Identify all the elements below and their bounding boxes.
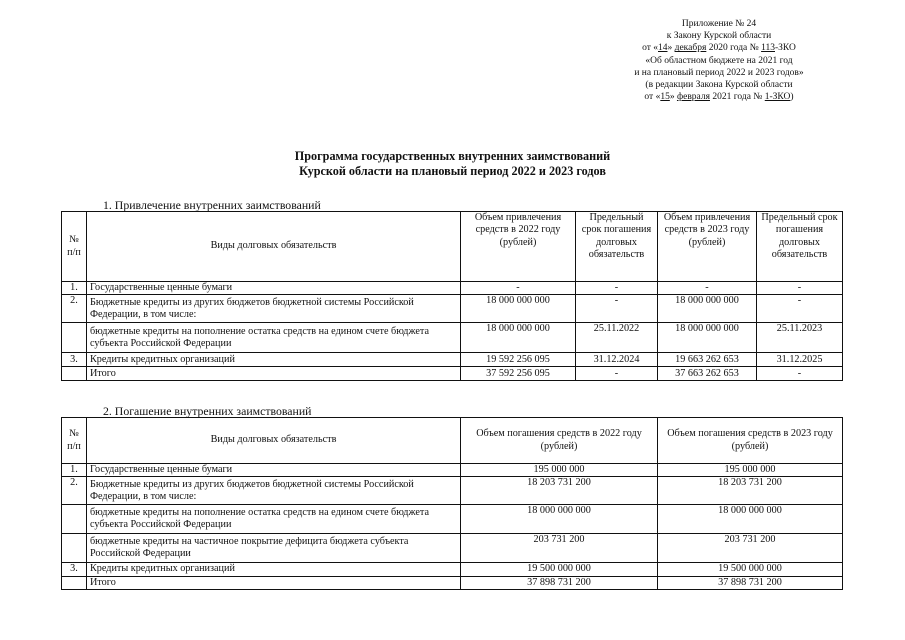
- appendix-amend-month: февраля: [676, 92, 710, 103]
- table-row: бюджетные кредиты на пополнение остатка средств на едином счете бюджета субъекта Российской Федерации 18 000 000 000 25.11.2022 18 000 000 000 25.11.2023: [62, 323, 843, 353]
- header-term-2022: Предельный срок погашения долговых обязательств: [576, 212, 658, 282]
- header-type: Виды долговых обязательств: [87, 212, 461, 282]
- header-type: Виды долговых обязательств: [87, 418, 461, 464]
- appendix-line-7: от «15» февраля 2021 года № 1-ЗКО): [644, 92, 794, 103]
- page-title-line-2: Курской области на плановый период 2022 и 2023 годов: [299, 164, 606, 178]
- appendix-law-month: декабря: [674, 43, 707, 54]
- appendix-line-5: и на плановый период 2022 и 2023 годов»: [634, 67, 804, 78]
- table-row: Итого 37 592 256 095 - 37 663 262 653 -: [62, 367, 843, 381]
- header-volume-2022: Объем погашения средств в 2022 году (рублей): [461, 418, 658, 464]
- repayment-table-header: [62, 418, 843, 464]
- appendix-line-4: «Об областном бюджете на 2021 год: [645, 55, 793, 66]
- appendix-law-number: 113: [761, 43, 775, 54]
- page-title-line-1: Программа государственных внутренних заимствований: [294, 149, 611, 163]
- table-row: Итого 37 898 731 200 37 898 731 200: [62, 576, 843, 589]
- appendix-amend-day: 15: [660, 92, 670, 103]
- borrowing-table: [61, 211, 843, 381]
- table-row: 2. Бюджетные кредиты из других бюджетов бюджетной системы Российской Федерации, в том числе: 18 000 000 000 - 18 000 000 000 -: [62, 295, 843, 323]
- appendix-note: [590, 18, 848, 103]
- appendix-line-6: (в редакции Закона Курской области: [645, 80, 793, 91]
- header-num: № п/п: [62, 418, 87, 464]
- table-row: 1. Государственные ценные бумаги 195 000 000 195 000 000: [62, 464, 843, 477]
- appendix-line-1: Приложение № 24: [681, 19, 757, 29]
- section1-heading: 1. Привлечение внутренних заимствований: [103, 198, 321, 212]
- appendix-law-day: 14: [658, 43, 668, 54]
- table-row: 3. Кредиты кредитных организаций 19 592 256 095 31.12.2024 19 663 262 653 31.12.2025: [62, 353, 843, 367]
- table-row: бюджетные кредиты на пополнение остатка средств на едином счете бюджета субъекта Российской Федерации 18 000 000 000 18 000 000 000: [62, 505, 843, 534]
- repayment-table: [61, 417, 843, 590]
- section2-heading: 2. Погашение внутренних заимствований: [103, 404, 312, 418]
- header-volume-2022: Объем привлечения средств в 2022 году (рублей): [461, 212, 576, 282]
- table-row: бюджетные кредиты на частичное покрытие дефицита бюджета субъекта Российской Федерации 203 731 200 203 731 200: [62, 534, 843, 563]
- appendix-line-2: к Закону Курской области: [666, 31, 772, 42]
- header-term-2023: Предельный срок погашения долговых обязательств: [757, 212, 843, 282]
- borrowing-table-header: [62, 212, 843, 282]
- header-volume-2023: Объем погашения средств в 2023 году (рублей): [658, 418, 843, 464]
- page-title: [0, 149, 905, 179]
- appendix-amend-number: 1-ЗКО: [764, 92, 791, 103]
- header-volume-2023: Объем привлечения средств в 2023 году (рублей): [658, 212, 757, 282]
- appendix-line-3: от «14» декабря 2020 года № 113-ЗКО: [642, 43, 796, 54]
- header-num: № п/п: [62, 212, 87, 282]
- table-row: 2. Бюджетные кредиты из других бюджетов бюджетной системы Российской Федерации, в том числе: 18 203 731 200 18 203 731 200: [62, 477, 843, 505]
- table-row: 3. Кредиты кредитных организаций 19 500 000 000 19 500 000 000: [62, 563, 843, 576]
- table-row: 1. Государственные ценные бумаги - - - -: [62, 282, 843, 295]
